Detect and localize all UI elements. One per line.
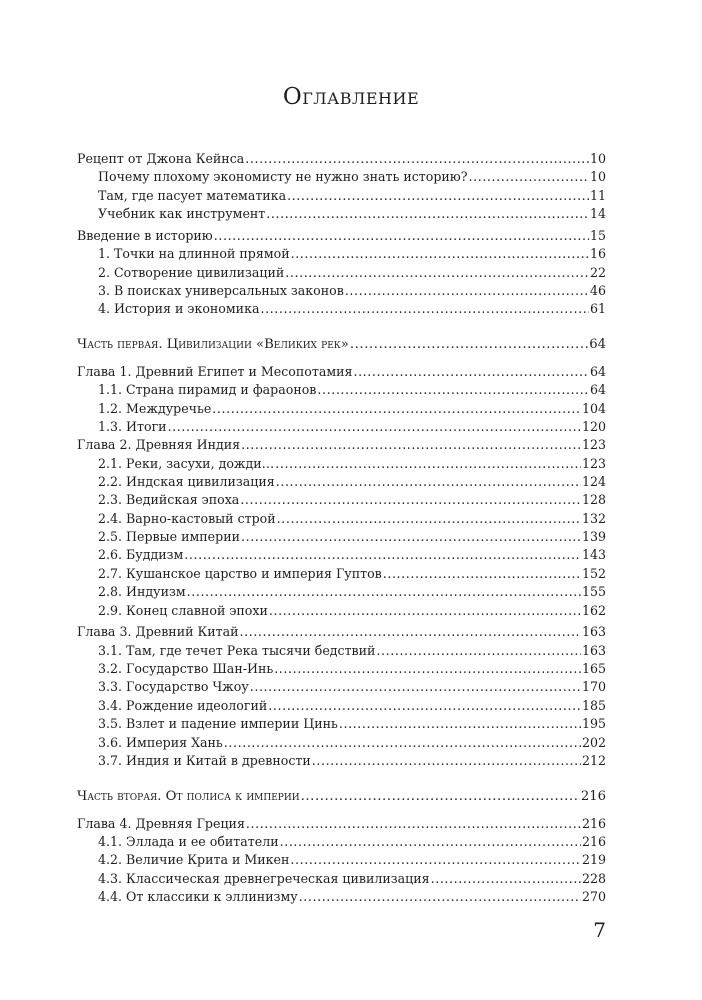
toc-entry-title: Глава 3. Древний Китай	[77, 624, 239, 640]
toc-section-entry[interactable]	[77, 660, 606, 678]
toc-entry-title: 2.2. Индская цивилизация	[98, 474, 275, 490]
toc-entry-page: 216	[580, 788, 606, 804]
toc-entry-title: 2. Сотворение цивилизаций	[98, 264, 285, 280]
toc-entry-page: 22	[589, 264, 606, 280]
toc-entry-title: Почему плохому экономисту не нужно знать историю?	[98, 169, 468, 185]
toc-entry-title: 1.3. Итоги	[98, 419, 167, 435]
dot-leader	[353, 363, 589, 381]
toc-entry-page: 124	[581, 474, 606, 490]
toc-section-entry[interactable]	[77, 264, 606, 282]
toc-chapter-entry[interactable]	[77, 436, 606, 454]
page-number: 7	[593, 918, 606, 942]
toc-part-entry[interactable]	[77, 788, 606, 806]
toc-entry-page: 163	[581, 624, 606, 640]
toc-entry-title: 2.1. Реки, засухи, дожди…	[98, 455, 275, 471]
toc-section-entry[interactable]	[77, 418, 606, 436]
toc-entry-page: 228	[581, 870, 606, 886]
dot-leader	[285, 264, 589, 282]
toc-section-entry[interactable]	[77, 851, 606, 869]
toc-entry-page: 123	[581, 437, 606, 453]
toc-section-entry[interactable]	[77, 833, 606, 851]
toc-entry-title: 3.4. Рождение идеологий	[98, 697, 268, 713]
toc-entry-page: 10	[589, 151, 606, 166]
dot-leader	[246, 815, 581, 833]
dot-leader	[260, 300, 589, 318]
toc-entry-title: 3.1. Там, где течет Река тысячи бедствий	[98, 642, 376, 658]
toc-entry-title: Введение в историю	[77, 227, 213, 243]
toc-entry-title: 1.1. Страна пирамид и фараонов	[98, 382, 317, 398]
toc-entry-page: 64	[589, 382, 606, 398]
toc-section-entry[interactable]	[77, 602, 606, 620]
toc-chapter-entry[interactable]	[77, 227, 606, 245]
toc-entry-title: 3.2. Государство Шан-Инь	[98, 661, 274, 677]
toc-entry-title: Часть вторая. От полиса к империи	[77, 788, 300, 804]
toc-entry-title: 3.7. Индия и Китай в древности	[98, 752, 311, 768]
toc-entry-page: 46	[589, 283, 606, 298]
toc-entry-title: 4.2. Величие Крита и Микен	[98, 852, 290, 868]
toc-entry-page: 216	[581, 833, 606, 849]
toc-entry-title: Рецепт от Джона Кейнса	[77, 151, 245, 166]
dot-leader	[299, 888, 581, 906]
dot-leader	[277, 510, 581, 528]
toc-entry-page: 165	[581, 661, 606, 677]
dot-leader	[187, 583, 581, 601]
toc-entry-title: 2.9. Конец славной эпохи	[98, 602, 268, 618]
toc-section-entry[interactable]	[77, 491, 606, 509]
toc-entry-page: 143	[581, 547, 606, 563]
toc-section-entry[interactable]	[77, 752, 606, 770]
toc-entry-title: 1.2. Междуречье	[98, 400, 212, 416]
toc-section-entry[interactable]	[77, 642, 606, 660]
toc-entry-title: 4.1. Эллада и ее обитатели	[98, 833, 279, 849]
toc-section-entry[interactable]	[77, 473, 606, 491]
toc-entry-page: 64	[589, 364, 606, 380]
toc-entry-page: 202	[581, 734, 606, 750]
toc-chapter-entry[interactable]	[77, 815, 606, 833]
toc-section-entry[interactable]	[77, 510, 606, 528]
toc-section-entry[interactable]	[77, 381, 606, 399]
toc-entry-title: Глава 1. Древний Египет и Месопотамия	[77, 364, 353, 380]
toc-section-entry[interactable]	[77, 400, 606, 418]
toc-entry-page: 185	[581, 697, 606, 713]
dot-leader	[240, 623, 581, 641]
dot-leader	[240, 491, 581, 509]
toc-entry-title: 3.5. Взлет и падение империи Цинь	[98, 716, 338, 732]
toc-entry-page: 123	[581, 455, 606, 471]
toc-section-entry[interactable]	[77, 888, 606, 906]
toc-entry-page: 15	[589, 227, 606, 243]
dot-leader	[269, 602, 581, 620]
dot-leader	[301, 788, 580, 806]
toc-section-entry[interactable]	[77, 187, 606, 205]
toc-entry-title: 2.8. Индуизм	[98, 584, 186, 600]
toc-entry-title: 2.3. Ведийская эпоха	[98, 492, 240, 508]
toc-section-entry[interactable]	[77, 546, 606, 564]
dot-leader	[266, 205, 589, 223]
dot-leader	[241, 436, 581, 454]
dot-leader	[224, 734, 581, 752]
toc-entry-title: 4.4. От классики к эллинизму	[98, 888, 298, 904]
dot-leader	[280, 833, 581, 851]
dot-leader	[317, 381, 589, 399]
dot-leader	[250, 678, 581, 696]
toc-chapter-entry[interactable]	[77, 623, 606, 641]
toc-entry-title: 2.4. Варно-кастовый строй	[98, 510, 276, 526]
toc-entry-page: 170	[581, 679, 606, 695]
dot-leader	[214, 227, 589, 245]
toc-entry-title: 3. В поисках универсальных законов	[98, 283, 344, 298]
toc-entry-page: 14	[589, 206, 606, 222]
toc-section-entry[interactable]	[77, 528, 606, 546]
dot-leader	[350, 336, 588, 354]
toc-section-entry[interactable]	[77, 205, 606, 223]
dot-leader	[212, 400, 581, 418]
toc-entry-page: 16	[589, 246, 606, 262]
toc-entry-title: 2.5. Первые империи	[98, 529, 240, 545]
dot-leader	[184, 546, 581, 564]
toc-entry-page: 219	[581, 852, 606, 868]
toc-entry-page: 195	[581, 716, 606, 732]
toc-section-entry[interactable]	[77, 678, 606, 696]
dot-leader	[376, 642, 581, 660]
toc-section-entry[interactable]	[77, 734, 606, 752]
dot-leader	[268, 697, 581, 715]
dot-leader	[431, 870, 581, 888]
toc-entry-page: 10	[589, 169, 606, 185]
toc-section-entry[interactable]	[77, 455, 606, 473]
toc-section-entry[interactable]	[77, 697, 606, 715]
toc-entry-page: 216	[581, 815, 606, 831]
toc-part-entry[interactable]	[77, 336, 606, 354]
toc-entry-page: 104	[581, 400, 606, 416]
dot-leader	[276, 473, 581, 491]
toc-section-entry[interactable]	[77, 715, 606, 733]
toc-entry-page: 128	[581, 492, 606, 508]
dot-leader	[345, 282, 589, 300]
toc-section-entry[interactable]	[77, 300, 606, 318]
page-title: Оглавление	[282, 84, 420, 110]
toc-entry-title: 2.6. Буддизм	[98, 547, 184, 563]
toc-section-entry[interactable]	[77, 565, 606, 583]
toc-entry-title: Учебник как инструмент	[98, 206, 266, 222]
toc-entry-page: 64	[589, 337, 606, 353]
dot-leader	[275, 455, 581, 473]
toc-section-entry[interactable]	[77, 282, 606, 300]
toc-entry-title: 4.3. Классическая древнегреческая цивилизация	[98, 870, 430, 886]
toc-entry-page: 212	[581, 752, 606, 768]
dot-leader	[245, 150, 589, 168]
toc-entry-title: Глава 4. Древняя Греция	[77, 815, 245, 831]
toc-entry-page: 139	[581, 529, 606, 545]
toc-chapter-entry[interactable]	[77, 363, 606, 381]
toc-entry-title: 3.6. Империя Хань	[98, 734, 223, 750]
dot-leader	[168, 418, 581, 436]
toc-entry-title: Глава 2. Древняя Индия	[77, 437, 241, 453]
toc-entry-title: Часть первая. Цивилизации «Великих рек»	[77, 337, 349, 353]
toc-entry-page: 132	[581, 510, 606, 526]
dot-leader	[312, 752, 581, 770]
toc-entry-title: 3.3. Государство Чжоу	[98, 679, 249, 695]
toc-entry-title: Там, где пасует математика	[98, 187, 287, 203]
table-of-contents	[77, 150, 606, 906]
toc-entry-page: 270	[581, 888, 606, 904]
toc-entry-page: 61	[589, 301, 606, 317]
toc-entry-page: 163	[581, 642, 606, 658]
dot-leader	[287, 187, 589, 205]
toc-section-entry[interactable]	[77, 870, 606, 888]
toc-section-entry[interactable]	[77, 168, 606, 186]
toc-entry-title: 2.7. Кушанское царство и империя Гуптов	[98, 565, 382, 581]
dot-leader	[291, 245, 589, 263]
dot-leader	[469, 168, 589, 186]
dot-leader	[274, 660, 581, 678]
dot-leader	[383, 565, 581, 583]
toc-entry-page: 162	[581, 602, 606, 618]
dot-leader	[290, 851, 581, 869]
toc-section-entry[interactable]	[77, 245, 606, 263]
dot-leader	[241, 528, 581, 546]
toc-section-entry[interactable]	[77, 583, 606, 601]
dot-leader	[339, 715, 581, 733]
toc-entry-page: 152	[581, 565, 606, 581]
toc-entry-title: 1. Точки на длинной прямой	[98, 246, 290, 262]
toc-entry-page: 155	[581, 584, 606, 600]
toc-chapter-entry[interactable]	[77, 150, 606, 168]
toc-entry-page: 11	[589, 187, 606, 203]
toc-entry-title: 4. История и экономика	[98, 301, 260, 317]
toc-entry-page: 120	[581, 419, 606, 435]
